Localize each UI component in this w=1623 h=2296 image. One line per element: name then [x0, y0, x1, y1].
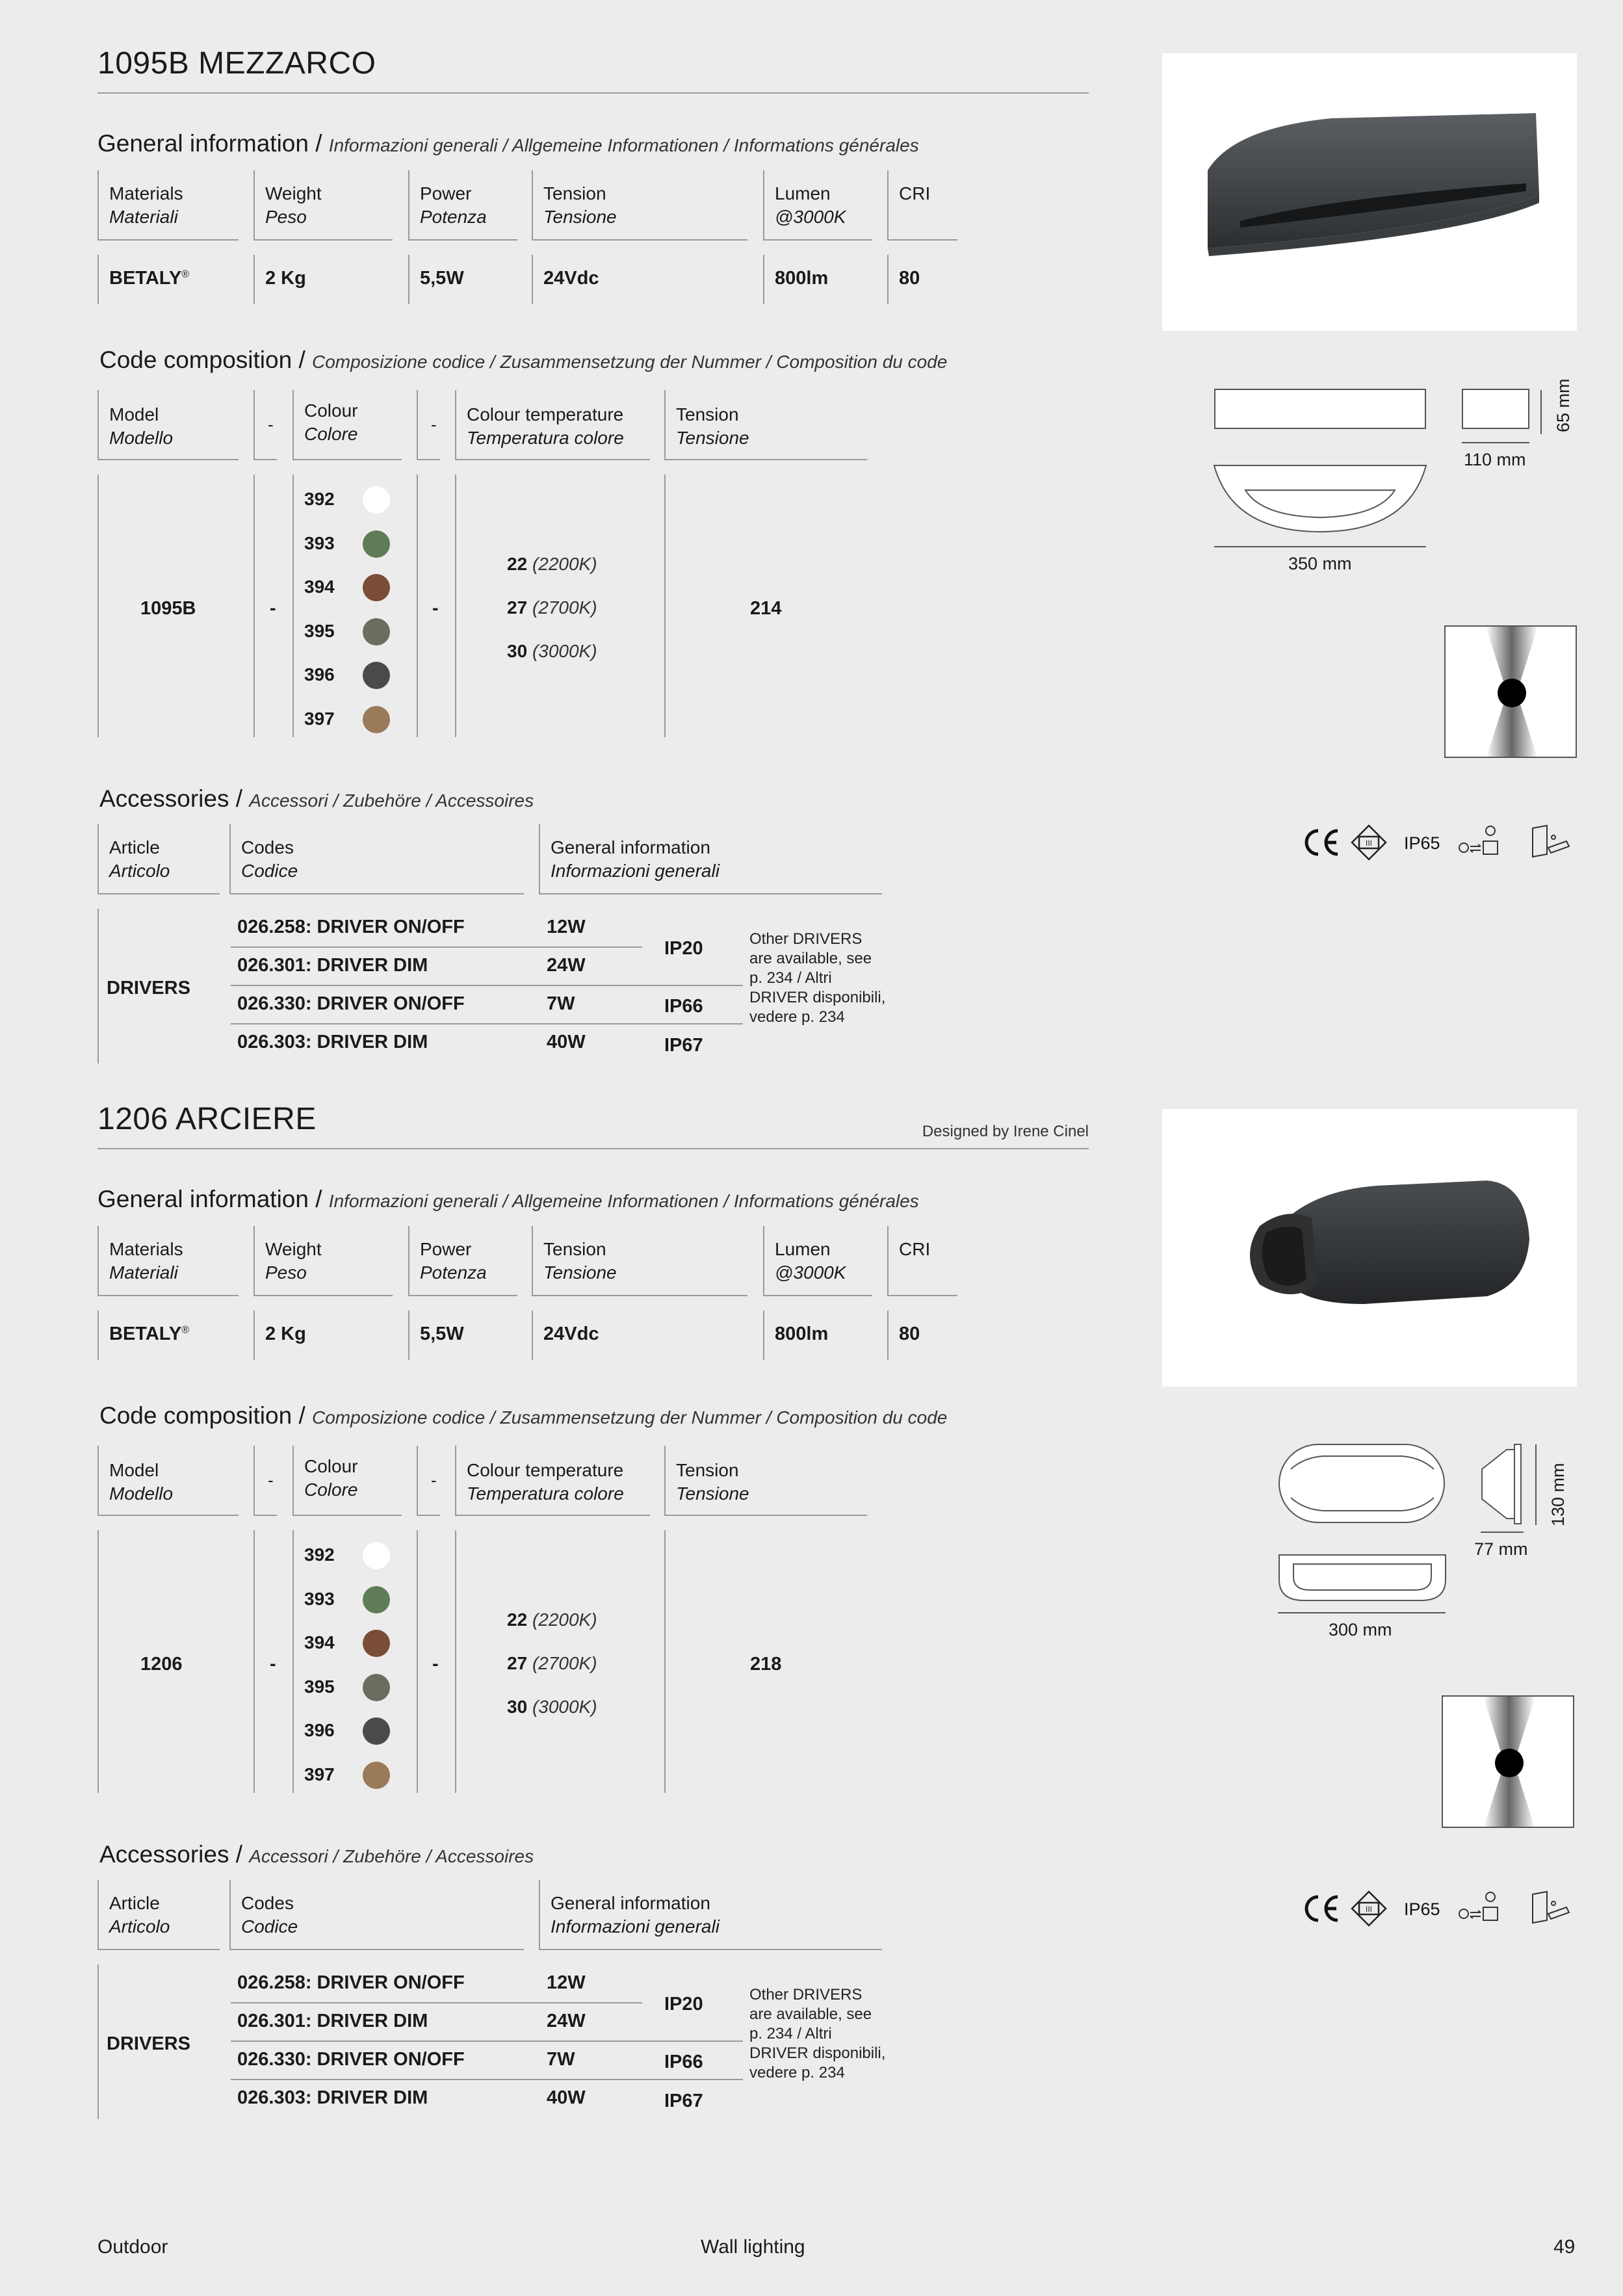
colour-temperature-option: 22 (2200K)	[507, 554, 597, 574]
colour-code: 392	[304, 1545, 335, 1565]
height-line	[1535, 1444, 1537, 1525]
general-info-heading: General information / Informazioni generali / Allgemeine Informationen / Informations générales	[97, 130, 919, 157]
general-info-header: Power Potenza	[408, 1226, 517, 1296]
colour-header: Colour Colore	[292, 390, 402, 460]
article-cell: DRIVERS	[97, 909, 220, 1063]
separator-header: -	[253, 390, 277, 460]
driver-remote-icon	[1459, 826, 1498, 854]
drivers-note: Other DRIVERS are available, see p. 234 / Altri DRIVER disponibili, vedere p. 234	[749, 1986, 886, 2081]
row-divider	[231, 2079, 743, 2080]
general-info-value: 80	[887, 1311, 957, 1360]
accessory-code: 026.330: DRIVER ON/OFF	[237, 993, 465, 1014]
ce-mark-icon	[1306, 831, 1338, 854]
general-info-header: Lumen @3000K	[763, 170, 872, 241]
colour-swatch	[363, 530, 390, 558]
side-view	[1462, 389, 1529, 429]
svg-text:III: III	[1365, 839, 1373, 848]
accessory-code: 026.258: DRIVER ON/OFF	[237, 917, 465, 937]
row-divider	[231, 1023, 743, 1024]
general-info-heading: General information / Informazioni generali / Allgemeine Informationen / Informations générales	[97, 1186, 919, 1212]
colour-temperature-header: Colour temperature Temperatura colore	[455, 390, 650, 460]
row-divider	[231, 985, 743, 986]
accessory-power: 40W	[547, 2087, 586, 2108]
footer-section: Wall lighting	[701, 2236, 805, 2258]
front-view	[1214, 389, 1426, 429]
general-info-value: 5,5W	[408, 255, 517, 304]
product-title: 1206 ARCIERE	[97, 1102, 317, 1136]
separator-cell: -	[253, 475, 277, 737]
temperature-cell	[455, 1530, 461, 1793]
code-composition-heading: Code composition / Composizione codice / Zusammensetzung der Nummer / Composition du code	[99, 346, 948, 373]
general-info-header: Tension Tensione	[532, 170, 747, 241]
class-iii-icon	[1352, 1892, 1386, 1925]
colour-temperature-option: 30 (3000K)	[507, 641, 597, 661]
accessory-code: 026.258: DRIVER ON/OFF	[237, 1972, 465, 1993]
page-number: 49	[1553, 2236, 1576, 2258]
side-view	[1481, 1443, 1522, 1525]
ce-mark-icon	[1306, 1897, 1338, 1920]
ip-rating-label: IP67	[664, 1035, 703, 1056]
top-view	[1213, 464, 1427, 533]
product-section	[0, 0, 1623, 1056]
general-info-value: 800lm	[763, 255, 872, 304]
tension-header: Tension Tensione	[664, 390, 867, 460]
accessory-info-header: General information Informazioni generali	[539, 824, 882, 894]
article-cell: DRIVERS	[97, 1964, 220, 2119]
temperature-cell	[455, 475, 461, 737]
colour-swatch	[363, 1630, 390, 1657]
front-view	[1278, 1443, 1447, 1525]
colour-swatch	[363, 1717, 390, 1745]
height-line	[1540, 390, 1542, 434]
title-divider	[97, 1148, 1089, 1149]
model-header: Model Modello	[97, 390, 239, 460]
accessory-code: 026.301: DRIVER DIM	[237, 955, 428, 976]
accessories-heading: Accessories / Accessori / Zubehöre / Accessoires	[99, 785, 534, 812]
model-cell: 1206	[97, 1530, 239, 1793]
general-info-header: CRI	[887, 170, 957, 241]
general-info-value: 24Vdc	[532, 255, 747, 304]
designer-credit: Designed by Irene Cinel	[922, 1123, 1089, 1140]
driver-remote-icon	[1459, 1892, 1498, 1920]
colour-temperature-option: 27 (2700K)	[507, 597, 597, 618]
general-info-header: Lumen @3000K	[763, 1226, 872, 1296]
colour-temperature-option: 22 (2200K)	[507, 1610, 597, 1630]
accessory-code: 026.303: DRIVER DIM	[237, 1032, 428, 1052]
colour-swatch	[363, 706, 390, 733]
light-beam-diagram	[1444, 625, 1577, 758]
general-info-value: BETALY®	[97, 255, 239, 304]
ip-rating-label: IP66	[664, 2052, 703, 2072]
colour-swatch	[363, 1542, 390, 1569]
wall-mount-icon	[1533, 1892, 1569, 1923]
tension-cell: 218	[664, 1530, 671, 1793]
colour-code: 396	[304, 1720, 335, 1740]
product-section	[0, 1056, 1623, 2111]
colour-cell	[292, 475, 299, 737]
class-iii-icon	[1352, 826, 1386, 859]
tension-cell: 214	[664, 475, 671, 737]
height-dimension: 65 mm	[1553, 378, 1573, 432]
product-title: 1095B MEZZARCO	[97, 46, 376, 81]
article-header: Article Articolo	[97, 824, 220, 894]
ip-rating-label: IP20	[664, 938, 703, 959]
general-info-header: Tension Tensione	[532, 1226, 747, 1296]
certification-icons	[1293, 823, 1579, 862]
width-dimension: 350 mm	[1288, 554, 1352, 573]
accessory-power: 7W	[547, 2049, 575, 2070]
article-header: Article Articolo	[97, 1880, 220, 1950]
accessory-power: 7W	[547, 993, 575, 1014]
accessory-code: 026.301: DRIVER DIM	[237, 2011, 428, 2031]
width-line	[1214, 546, 1426, 547]
separator-cell: -	[417, 475, 440, 737]
accessory-info-header: General information Informazioni generali	[539, 1880, 882, 1950]
colour-code: 395	[304, 620, 335, 641]
separator-header: -	[417, 1446, 440, 1516]
ip-rating-label: IP20	[664, 1994, 703, 2015]
colour-code: 397	[304, 708, 335, 729]
separator-header: -	[417, 390, 440, 460]
general-info-header: Weight Peso	[253, 1226, 393, 1296]
general-info-header: Materials Materiali	[97, 170, 239, 241]
colour-code: 393	[304, 1588, 335, 1609]
general-info-header: Power Potenza	[408, 170, 517, 241]
codes-header: Codes Codice	[229, 1880, 524, 1950]
ip-rating-label: IP66	[664, 996, 703, 1017]
colour-cell	[292, 1530, 299, 1793]
general-info-header: Weight Peso	[253, 170, 393, 241]
general-info-value: 800lm	[763, 1311, 872, 1360]
general-info-value: 5,5W	[408, 1311, 517, 1360]
colour-temperature-option: 27 (2700K)	[507, 1653, 597, 1673]
row-divider	[231, 2002, 642, 2003]
colour-code: 395	[304, 1676, 335, 1697]
colour-code: 392	[304, 489, 335, 509]
accessory-power: 12W	[547, 1972, 586, 1993]
colour-code: 394	[304, 1632, 335, 1652]
depth-dimension: 110 mm	[1464, 450, 1526, 469]
colour-swatch	[363, 486, 390, 514]
colour-swatch	[363, 618, 390, 646]
accessory-code: 026.303: DRIVER DIM	[237, 2087, 428, 2108]
colour-temperature-option: 30 (3000K)	[507, 1697, 597, 1717]
general-info-value: BETALY®	[97, 1311, 239, 1360]
separator-cell: -	[417, 1530, 440, 1793]
footer-category: Outdoor	[97, 2236, 168, 2258]
ip-rating-icon: IP65	[1404, 1899, 1440, 1919]
codes-header: Codes Codice	[229, 824, 524, 894]
ip-rating-label: IP67	[664, 2091, 703, 2111]
colour-swatch	[363, 1674, 390, 1701]
colour-code: 396	[304, 664, 335, 685]
colour-code: 394	[304, 577, 335, 597]
colour-code: 393	[304, 532, 335, 553]
row-divider	[231, 946, 642, 948]
top-view	[1278, 1554, 1447, 1603]
general-info-value: 2 Kg	[253, 1311, 393, 1360]
row-divider	[231, 2041, 743, 2042]
depth-dimension: 77 mm	[1474, 1539, 1528, 1559]
model-header: Model Modello	[97, 1446, 239, 1516]
accessory-power: 24W	[547, 2011, 586, 2031]
ip-rating-icon: IP65	[1404, 833, 1440, 853]
general-info-value: 2 Kg	[253, 255, 393, 304]
width-line	[1278, 1612, 1446, 1613]
general-info-value: 24Vdc	[532, 1311, 747, 1360]
light-beam-diagram	[1442, 1695, 1574, 1828]
code-composition-heading: Code composition / Composizione codice / Zusammensetzung der Nummer / Composition du code	[99, 1402, 948, 1429]
model-cell: 1095B	[97, 475, 239, 737]
separator-cell: -	[253, 1530, 277, 1793]
wall-mount-icon	[1533, 826, 1569, 857]
accessory-code: 026.330: DRIVER ON/OFF	[237, 2049, 465, 2070]
colour-swatch	[363, 574, 390, 601]
accessory-power: 40W	[547, 1032, 586, 1052]
tension-header: Tension Tensione	[664, 1446, 867, 1516]
certification-icons	[1293, 1889, 1579, 1928]
general-info-value: 80	[887, 255, 957, 304]
colour-temperature-header: Colour temperature Temperatura colore	[455, 1446, 650, 1516]
colour-swatch	[363, 1762, 390, 1789]
width-dimension: 300 mm	[1329, 1620, 1392, 1639]
separator-header: -	[253, 1446, 277, 1516]
accessories-heading: Accessories / Accessori / Zubehöre / Accessoires	[99, 1841, 534, 1868]
title-divider	[97, 92, 1089, 94]
colour-header: Colour Colore	[292, 1446, 402, 1516]
general-info-header: CRI	[887, 1226, 957, 1296]
product-photo	[1162, 53, 1577, 331]
colour-code: 397	[304, 1764, 335, 1784]
depth-line	[1462, 442, 1529, 443]
svg-text:III: III	[1365, 1905, 1373, 1914]
height-dimension: 130 mm	[1548, 1463, 1568, 1526]
colour-swatch	[363, 1586, 390, 1613]
colour-swatch	[363, 662, 390, 689]
drivers-note: Other DRIVERS are available, see p. 234 / Altri DRIVER disponibili, vedere p. 234	[749, 930, 886, 1026]
accessory-power: 12W	[547, 917, 586, 937]
general-info-header: Materials Materiali	[97, 1226, 239, 1296]
accessory-power: 24W	[547, 955, 586, 976]
depth-line	[1481, 1532, 1524, 1533]
product-photo	[1162, 1109, 1577, 1387]
